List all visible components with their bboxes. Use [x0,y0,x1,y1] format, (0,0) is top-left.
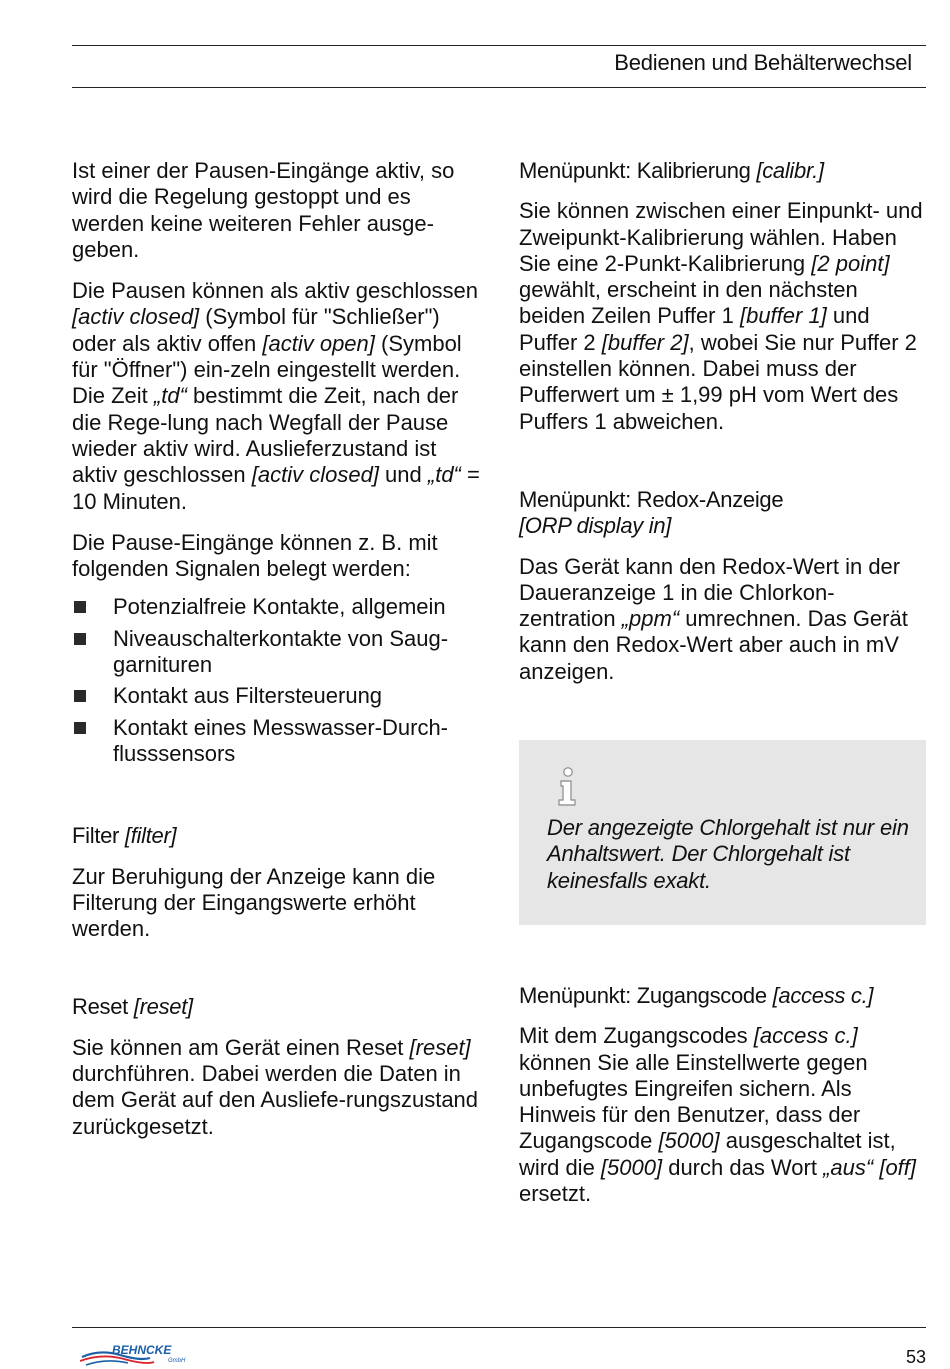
param-label: „ppm“ [621,606,680,632]
text-span: (Symbol für "Öffner") ein-zeln eingestellt werden. Die Zeit [72,330,462,409]
list-item-text: Niveauschalterkontakte von Saug-garnituren [113,625,449,678]
text-span: gewählt, erscheint in den nächsten beiden Zeilen Puffer 1 [519,277,858,329]
bullet-square-icon [74,601,86,613]
text-span: und [378,462,428,488]
text-span: , wobei Sie nur Puffer 2 einstellen können. Dabei muss der Pufferwert um ± 1,99 pH vom Wert des Puffers 1 abweichen. [519,329,917,434]
filter-paragraph: Zur Beruhigung der Anzeige kann die Filterung der Eingangswerte erhöht werden. [72,863,436,942]
param-label: [ORP display in] [519,513,672,539]
left-column [72,158,482,1155]
text-span: Sie können zwischen einer Einpunkt- und Zweipunkt-Kalibrierung wählen. Haben Sie eine 2-Punkt-Kalibrierung [519,198,923,276]
list-item [72,626,482,679]
calibration-paragraph [519,198,929,435]
text-span: Die Pausen können als aktiv geschlossen [72,278,479,304]
list-item-text: Kontakt aus Filtersteuerung [113,683,383,709]
param-label: [activ closed] [72,304,200,330]
heading-text: Reset [72,994,134,1020]
text-span: = 10 Minuten. [72,462,480,514]
access-code-paragraph [519,1023,929,1207]
redox-heading [519,487,929,540]
text-span: Mit dem Zugangscodes [519,1023,754,1049]
signal-list [72,594,482,767]
list-item-text: Kontakt eines Messwasser-Durch-flusssensors [113,714,449,766]
calibration-heading [519,158,929,184]
pause-inputs-paragraph: Ist einer der Pausen-Eingänge aktiv, so wird die Regelung gestoppt und es werden keine weiteren Fehler ausge-geben. [72,158,455,262]
param-label: [5000] [658,1128,720,1154]
running-header-title: Bedienen und Behälterwechsel [614,50,912,75]
param-label: [activ closed] [251,462,379,488]
access-code-heading [519,983,929,1009]
right-column [519,158,929,700]
text-span: durchführen. Dabei werden die Daten in dem Gerät auf den Ausliefe-rungszustand zurückgesetzt. [72,1061,479,1139]
info-icon [555,767,579,807]
access-code-section [519,983,929,1222]
text-span: Das Gerät kann den Redox-Wert in der Daueranzeige 1 in die Chlorkon-zentration [519,553,901,632]
info-note-box [519,740,926,925]
param-label: [reset] [133,994,193,1020]
param-label: [5000] [600,1154,663,1180]
logo-text: BEHNCKE [112,1343,172,1357]
heading-text: Menüpunkt: Kalibrierung [519,158,757,183]
footer-rule [72,1327,926,1328]
bullet-square-icon [74,633,86,645]
bullet-square-icon [74,690,86,702]
text-span: können Sie alle Einstellwerte gegen unbefugtes Eingreifen sichern. Als Hinweis für den Benutzer, dass der Zugangscode [519,1049,868,1154]
text-span: ersetzt. [519,1181,592,1207]
behncke-logo [80,1341,192,1367]
heading-text: Filter [72,823,125,849]
param-label: [access c.] [772,983,874,1008]
logo-subtext: GmbH [168,1358,186,1364]
param-label: „td“ [427,462,461,488]
param-label: [buffer 2] [601,329,689,355]
pause-signals-intro: Die Pause-Eingänge können z. B. mit folgenden Signalen belegt werden: [72,529,438,582]
info-note-text: Der angezeigte Chlorgehalt ist nur ein Anhaltswert. Der Chlorgehalt ist keinesfalls exakt. [547,815,909,893]
heading-text: Menüpunkt: Redox-Anzeige [519,486,784,512]
reset-paragraph [72,1035,482,1140]
text-span: durch das Wort [662,1154,824,1180]
param-label: [buffer 1] [739,303,827,329]
text-span: umrechnen. Das Gerät kann den Redox-Wert aber auch in mV anzeigen. [519,606,908,684]
page-number: 53 [905,1347,926,1367]
param-label: [reset] [409,1034,471,1060]
param-label: [filter] [124,823,177,849]
param-label: [calibr.] [756,158,824,183]
list-item-text: Potenzialfreie Kontakte, allgemein [113,594,446,620]
text-span: Sie können am Gerät einen Reset [72,1034,410,1060]
param-label: „td“ [153,383,187,409]
text-span: ausgeschaltet ist, wird die [519,1128,896,1180]
text-span: (Symbol für "Schließer") oder als aktiv offen [72,304,440,356]
filter-heading [72,823,482,849]
reset-heading [72,994,482,1020]
param-label: [2 point] [811,250,890,276]
header-top-rule [72,45,926,46]
param-label: [activ open] [262,330,375,356]
list-item [72,715,482,768]
header-bottom-rule [72,87,926,88]
text-span: und Puffer 2 [519,303,870,355]
param-label: „aus“ [off] [823,1154,917,1180]
text-span: bestimmt die Zeit, nach der die Rege-lung nach Wegfall der Pause wieder aktiv wird. Auslieferzustand ist aktiv geschlossen [72,383,459,488]
heading-text: Menüpunkt: Zugangscode [519,983,773,1008]
redox-paragraph [519,554,929,685]
list-item [72,594,482,620]
bullet-square-icon [74,722,86,734]
pause-modes-paragraph [72,278,482,515]
param-label: [access c.] [753,1023,858,1049]
list-item [72,683,482,709]
